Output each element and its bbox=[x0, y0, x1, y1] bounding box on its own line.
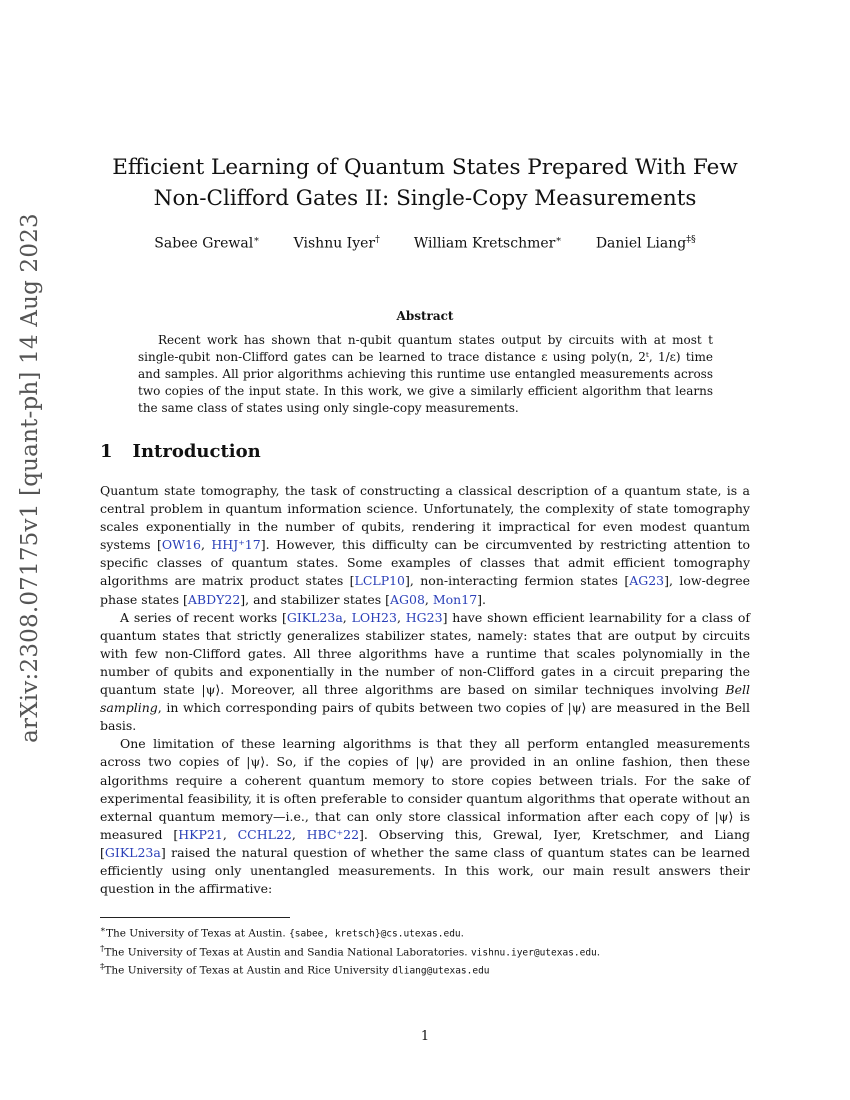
citation-link[interactable]: GIKL23a bbox=[104, 844, 161, 860]
author: Vishnu Iyer† bbox=[293, 234, 380, 252]
section-number: 1 bbox=[100, 441, 113, 462]
citation-link[interactable]: OW16 bbox=[161, 537, 201, 553]
email: dliang@utexas.edu bbox=[392, 965, 490, 977]
citation-link[interactable]: HBC⁺22 bbox=[306, 826, 360, 842]
abstract-text: Recent work has shown that n-qubit quantum states output by circuits with at most t single-qubit non-Clifford gates can be learned to trace distance ε using poly(n, 2ᵗ, 1/ε) time and samples. All prior algorithms achieving this runtime use entangled measurements across two copies of the input state. In this work, we give a similarly efficient algorithm that learns the same class of states using only single-copy measurements. bbox=[138, 333, 713, 415]
arxiv-identifier-text: arXiv:2308.07175v1 [quant-ph] 14 Aug 2023 bbox=[17, 213, 43, 743]
citation-link[interactable]: LOH23 bbox=[351, 609, 397, 625]
citation-link[interactable]: GIKL23a bbox=[286, 609, 343, 625]
paragraph-3: One limitation of these learning algorithms is that they all perform entangled measurements across two copies of |ψ⟩. So, if the copies of |ψ⟩ are provided in an online fashion, then these algorithms require a coherent quantum memory to store copies between trials. For the sake of experimental feasibility, it is often preferable to consider quantum algorithms that operate without an external quantum memory—i.e., that can only store classical information after each copy of |ψ⟩ is measured [HKP21, CCHL22, HBC⁺22]. Observing this, Grewal, Iyer, Kretschmer, and Liang [GIKL23a] raised the natural question of whether the same class of quantum states can be learned efficiently using only unentangled measurements. In this work, our main result answers their question in the affirmative: bbox=[100, 736, 751, 897]
citation-link[interactable]: HHJ⁺17 bbox=[211, 537, 261, 553]
author-list bbox=[100, 234, 750, 252]
citation-link[interactable]: AG23 bbox=[629, 573, 665, 589]
citation-link[interactable]: HKP21 bbox=[178, 826, 223, 842]
author: Sabee Grewal∗ bbox=[154, 234, 260, 252]
title-line-1: Efficient Learning of Quantum States Prepared With Few bbox=[112, 155, 738, 180]
abstract bbox=[138, 332, 713, 417]
section-heading bbox=[100, 441, 261, 462]
email: {sabee, kretsch}@cs.utexas.edu bbox=[289, 928, 461, 940]
emphasis: Bell sampling bbox=[100, 682, 750, 716]
citation-link[interactable]: AG08 bbox=[389, 591, 425, 607]
page-number: 1 bbox=[420, 1029, 430, 1044]
citation-link[interactable]: CCHL22 bbox=[237, 826, 292, 842]
author: William Kretschmer∗ bbox=[413, 234, 562, 252]
paragraph-1: Quantum state tomography, the task of constructing a classical description of a quantum state, is a central problem in quantum information science. Unfortunately, the complexity of state tomography scales exponentially in the number of qubits, rendering it impractical for even modest quantum systems [OW16, HHJ⁺17]. However, this difficulty can be circumvented by restricting attention to specific classes of quantum states. Some examples of classes that admit efficient tomography algorithms are matrix product states [LCLP10], non-interacting fermion states [AG23], low-degree phase states [ABDY22], and stabilizer states [AG08, Mon17]. bbox=[100, 483, 750, 607]
citation-link[interactable]: ABDY22 bbox=[187, 591, 241, 607]
citation-link[interactable]: Mon17 bbox=[432, 591, 478, 607]
author-mark: ∗ bbox=[253, 234, 260, 245]
footnote: ∗The University of Texas at Austin. {sabee, kretsch}@cs.utexas.edu. bbox=[100, 925, 464, 940]
footnote: †The University of Texas at Austin and Sandia National Laboratories. vishnu.iyer@utexas.edu. bbox=[100, 943, 601, 958]
author-mark: ∗ bbox=[555, 234, 562, 245]
author: Daniel Liang‡§ bbox=[595, 234, 696, 252]
paragraph-2: A series of recent works [GIKL23a, LOH23, HG23] have shown efficient learnability for a class of quantum states that strictly generalizes stabilizer states, namely: states that are output by circuits with few non-Clifford gates. All three algorithms have a runtime that scales polynomially in the number of qubits and exponentially in the number of non-Clifford gates in a circuit preparing the quantum state |ψ⟩. Moreover, all three algorithms are based on similar techniques involving Bell sampling, in which corresponding pairs of qubits between two copies of |ψ⟩ are measured in the Bell basis. bbox=[100, 609, 751, 734]
footnotes bbox=[100, 923, 750, 979]
email: vishnu.iyer@utexas.edu bbox=[470, 947, 597, 958]
author-mark: † bbox=[375, 234, 380, 245]
title-line-2: Non-Clifford Gates II: Single-Copy Measurements bbox=[153, 186, 697, 211]
citation-link[interactable]: HG23 bbox=[405, 609, 443, 625]
section-title: Introduction bbox=[132, 441, 261, 462]
paper-title bbox=[100, 152, 750, 214]
footnote-rule bbox=[100, 917, 290, 918]
footnote: ‡The University of Texas at Austin and Rice University dliang@utexas.edu bbox=[100, 962, 490, 977]
body-text bbox=[100, 482, 750, 898]
abstract-heading: Abstract bbox=[396, 309, 454, 323]
citation-link[interactable]: LCLP10 bbox=[354, 573, 406, 589]
author-mark: ‡§ bbox=[686, 234, 696, 245]
